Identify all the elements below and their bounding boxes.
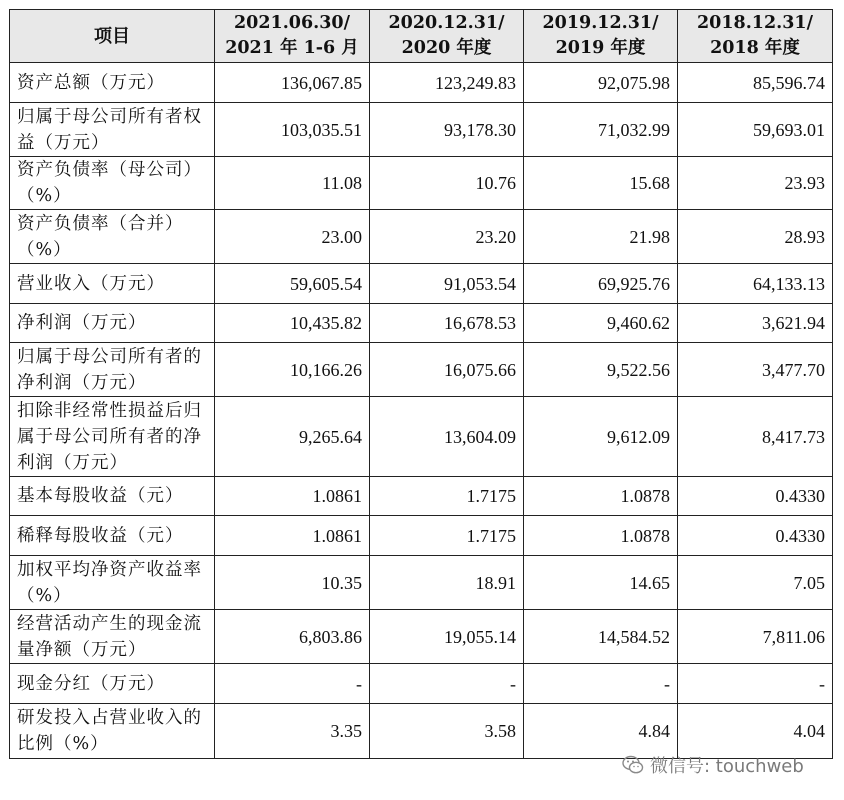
- period-line2: 2020 年度: [401, 38, 492, 58]
- cell-value: 10.35: [215, 556, 370, 610]
- table-row: [10, 556, 833, 610]
- cell-value: 14,584.52: [524, 610, 678, 664]
- table-row: [10, 610, 833, 664]
- cell-value: 15.68: [524, 157, 678, 210]
- row-label: 稀释每股收益（元）: [10, 516, 215, 556]
- cell-value: 103,035.51: [215, 103, 370, 157]
- cell-value: 11.08: [215, 157, 370, 210]
- table-row: [10, 103, 833, 157]
- cell-value: 3,621.94: [678, 304, 833, 343]
- cell-value: 16,075.66: [370, 343, 524, 397]
- cell-value: 123,249.83: [370, 63, 524, 103]
- table-row: [10, 704, 833, 759]
- cell-value: 59,693.01: [678, 103, 833, 157]
- cell-value: 1.0861: [215, 516, 370, 556]
- cell-value: 7.05: [678, 556, 833, 610]
- cell-value: 0.4330: [678, 516, 833, 556]
- cell-value: 59,605.54: [215, 264, 370, 304]
- cell-value: 1.0861: [215, 477, 370, 516]
- row-label: 基本每股收益（元）: [10, 477, 215, 516]
- table-row: [10, 397, 833, 477]
- cell-value: 0.4330: [678, 477, 833, 516]
- cell-value: 23.20: [370, 210, 524, 264]
- cell-value: -: [215, 664, 370, 704]
- cell-value: 23.93: [678, 157, 833, 210]
- table-row: [10, 210, 833, 264]
- cell-value: 92,075.98: [524, 63, 678, 103]
- cell-value: 16,678.53: [370, 304, 524, 343]
- cell-value: 7,811.06: [678, 610, 833, 664]
- period-line1: 2020.12.31/: [388, 13, 505, 33]
- table-row: [10, 304, 833, 343]
- column-header-period: [215, 10, 370, 63]
- row-label: 净利润（万元）: [10, 304, 215, 343]
- table-row: [10, 63, 833, 103]
- cell-value: 9,460.62: [524, 304, 678, 343]
- row-label: 营业收入（万元）: [10, 264, 215, 304]
- row-label: 经营活动产生的现金流量净额（万元）: [10, 610, 215, 664]
- row-label: 资产总额（万元）: [10, 63, 215, 103]
- cell-value: 64,133.13: [678, 264, 833, 304]
- period-line1: 2019.12.31/: [542, 13, 659, 33]
- financial-table: [9, 9, 833, 759]
- cell-value: 1.0878: [524, 477, 678, 516]
- column-header-period: [524, 10, 678, 63]
- cell-value: 3.58: [370, 704, 524, 759]
- period-line2: 2019 年度: [555, 38, 646, 58]
- cell-value: 13,604.09: [370, 397, 524, 477]
- table-row: [10, 664, 833, 704]
- cell-value: -: [524, 664, 678, 704]
- wechat-icon: [622, 755, 644, 775]
- cell-value: 18.91: [370, 556, 524, 610]
- cell-value: 69,925.76: [524, 264, 678, 304]
- row-label: 归属于母公司所有者权益（万元）: [10, 103, 215, 157]
- watermark: [622, 752, 804, 778]
- row-label: 现金分红（万元）: [10, 664, 215, 704]
- cell-value: 1.7175: [370, 516, 524, 556]
- cell-value: 10,435.82: [215, 304, 370, 343]
- table-row: [10, 343, 833, 397]
- period-line1: 2018.12.31/: [697, 13, 813, 33]
- cell-value: 14.65: [524, 556, 678, 610]
- table-row: [10, 477, 833, 516]
- table-header-row: [10, 10, 833, 63]
- cell-value: 4.04: [678, 704, 833, 759]
- period-line1: 2021.06.30/: [234, 13, 350, 33]
- cell-value: -: [678, 664, 833, 704]
- row-label: 资产负债率（母公司）（%）: [10, 157, 215, 210]
- row-label: 研发投入占营业收入的比例（%）: [10, 704, 215, 759]
- row-label: 资产负债率（合并）（%）: [10, 210, 215, 264]
- table-row: [10, 157, 833, 210]
- row-label: 归属于母公司所有者的净利润（万元）: [10, 343, 215, 397]
- column-header-period: [678, 10, 833, 63]
- cell-value: 3,477.70: [678, 343, 833, 397]
- cell-value: 8,417.73: [678, 397, 833, 477]
- period-line2: 2018 年度: [710, 38, 800, 58]
- cell-value: 1.0878: [524, 516, 678, 556]
- cell-value: 1.7175: [370, 477, 524, 516]
- cell-value: 91,053.54: [370, 264, 524, 304]
- cell-value: 85,596.74: [678, 63, 833, 103]
- column-header-period: [370, 10, 524, 63]
- row-label: 扣除非经常性损益后归属于母公司所有者的净利润（万元）: [10, 397, 215, 477]
- cell-value: 4.84: [524, 704, 678, 759]
- cell-value: 23.00: [215, 210, 370, 264]
- cell-value: 6,803.86: [215, 610, 370, 664]
- cell-value: 9,612.09: [524, 397, 678, 477]
- cell-value: 10.76: [370, 157, 524, 210]
- cell-value: 10,166.26: [215, 343, 370, 397]
- cell-value: -: [370, 664, 524, 704]
- cell-value: 19,055.14: [370, 610, 524, 664]
- column-header-item: 项目: [10, 10, 215, 63]
- cell-value: 21.98: [524, 210, 678, 264]
- cell-value: 3.35: [215, 704, 370, 759]
- cell-value: 9,522.56: [524, 343, 678, 397]
- table-row: [10, 264, 833, 304]
- cell-value: 28.93: [678, 210, 833, 264]
- table-row: [10, 516, 833, 556]
- period-line2: 2021 年 1-6 月: [225, 38, 359, 58]
- row-label: 加权平均净资产收益率（%）: [10, 556, 215, 610]
- watermark-text: 微信号: touchweb: [650, 756, 804, 777]
- cell-value: 71,032.99: [524, 103, 678, 157]
- cell-value: 136,067.85: [215, 63, 370, 103]
- cell-value: 9,265.64: [215, 397, 370, 477]
- cell-value: 93,178.30: [370, 103, 524, 157]
